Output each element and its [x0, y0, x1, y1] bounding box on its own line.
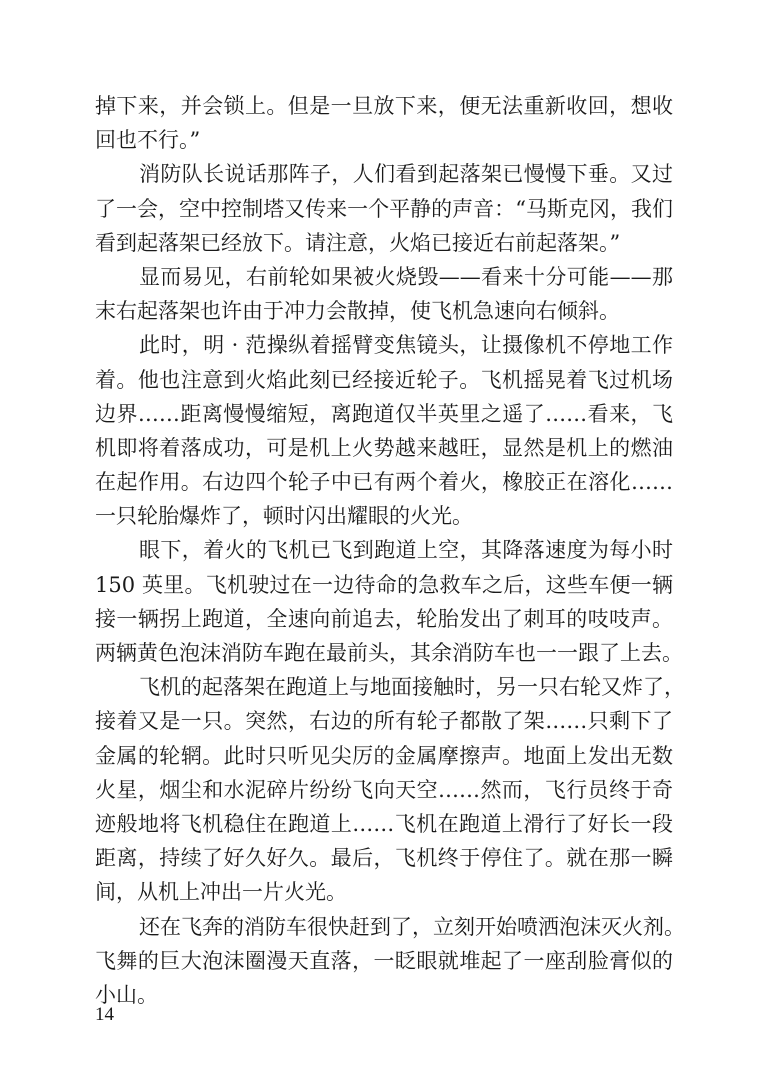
text-line: 两辆黄色泡沫消防车跑在最前头，其余消防车也一一跟了上去。 — [95, 641, 683, 665]
page-number: 14 — [95, 1004, 114, 1025]
text-line: 掉下来，并会锁上。但是一旦放下来，便无法重新收回，想收 — [95, 94, 673, 118]
text-line: 间，从机上冲出一片火光。 — [95, 880, 347, 905]
text-line: 一只轮胎爆炸了，顿时闪出耀眼的火光。 — [95, 504, 473, 529]
text-line: 了一会，空中控制塔又传来一个平静的声音：“马斯克冈，我们 — [95, 196, 673, 221]
text-line: 距离，持续了好久好久。最后，飞机终于停住了。就在那一瞬 — [95, 846, 673, 871]
paragraph — [95, 89, 673, 157]
paragraph — [95, 670, 685, 909]
text-line: 迹般地将飞机稳住在跑道上……飞机在跑道上滑行了好长一段 — [95, 811, 673, 836]
text-line: 在起作用。右边四个轮子中已有两个着火，橡胶正在溶化…… — [95, 470, 673, 495]
text-line: 机即将着落成功，可是机上火势越来越旺，显然是机上的燃油 — [95, 435, 673, 460]
text-line: 飞舞的巨大泡沫圈漫天直落，一眨眼就堆起了一座刮脸膏似的 — [95, 948, 673, 973]
paragraph — [95, 910, 685, 1013]
text-line: 小山。 — [95, 982, 158, 1007]
paragraph — [95, 157, 673, 260]
text-line: 还在飞奔的消防车很快赶到了，立刻开始喷洒泡沫灭火剂。 — [139, 914, 685, 939]
paragraph — [95, 328, 673, 533]
text-line: 着。他也注意到火焰此刻已经接近轮子。飞机摇晃着飞过机场 — [95, 367, 673, 392]
text-line: 边界……距离慢慢缩短，离跑道仅半英里之遥了……看来，飞 — [95, 401, 673, 426]
text-line: 看到起落架已经放下。请注意，火焰已接近右前起落架。” — [95, 230, 621, 255]
text-line: 150 英里。飞机驶过在一边待命的急救车之后，这些车便一辆 — [95, 572, 673, 597]
text-line: 火星，烟尘和水泥碎片纷纷飞向天空……然而，飞行员终于奇 — [95, 777, 673, 802]
text-line: 末右起落架也许由于冲力会散掉，使飞机急速向右倾斜。 — [95, 299, 620, 324]
text-line: 金属的轮辋。此时只听见尖厉的金属摩擦声。地面上发出无数 — [95, 743, 673, 768]
text-line: 此时，明 · 范操纵着摇臂变焦镜头，让摄像机不停地工作 — [139, 333, 673, 358]
text-line: 接着又是一只。突然，右边的所有轮子都散了架……只剩下了 — [95, 709, 673, 734]
paragraph — [95, 533, 683, 670]
text-line: 飞机的起落架在跑道上与地面接触时，另一只右轮又炸了， — [139, 675, 685, 700]
paragraph — [95, 260, 673, 328]
text-line: 显而易见，右前轮如果被火烧毁——看来十分可能——那 — [139, 264, 673, 289]
text-line: 眼下，着火的飞机已飞到跑道上空，其降落速度为每小时 — [139, 538, 673, 563]
page-body — [95, 89, 685, 1012]
text-line: 回也不行。” — [95, 128, 201, 153]
text-line: 消防队长说话那阵子，人们看到起落架已慢慢下垂。又过 — [139, 162, 673, 187]
text-line: 接一辆拐上跑道，全速向前追去，轮胎发出了刺耳的吱吱声。 — [95, 606, 673, 631]
